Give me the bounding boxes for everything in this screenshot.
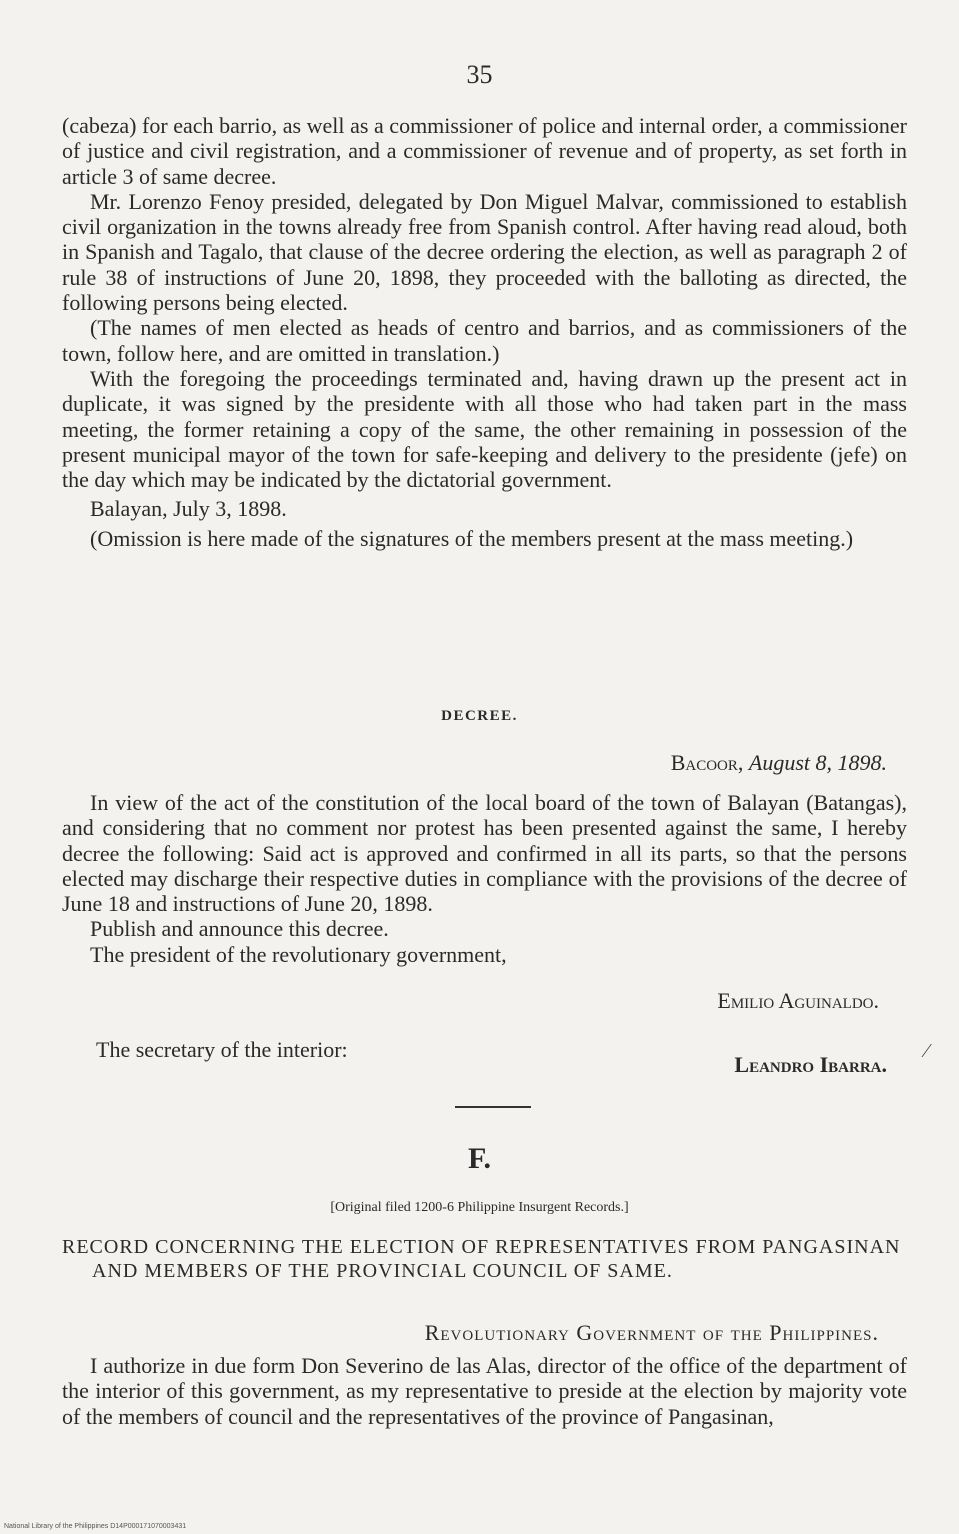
section-letter: F. [467,1142,492,1175]
decree-heading: DECREE. [441,708,518,724]
section-divider [455,1106,531,1108]
paragraph-cabeza: (cabeza) for each barrio, as well as a commissioner of police and internal order, a commissioner of justice and civil registration, and a commissioner of revenue and of property, as set forth in article 3 of same decree. [62,113,907,189]
place-date: Balayan, July 3, 1898. [90,496,287,522]
publish-line: Publish and announce this decree. [90,916,389,942]
government-heading: Revolutionary Government of the Philippines. [424,1320,879,1345]
decree-date: August 8, 1898. [748,750,887,775]
authorization-text [62,1353,907,1429]
page-number: 35 [466,60,493,89]
omission-note: (Omission is here made of the signatures of the members present at the mass meeting.) [90,525,854,551]
record-heading: RECORD CONCERNING THE ELECTION OF REPRESENTATIVES FROM PANGASINAN AND MEMBERS OF THE PROVINCIAL COUNCIL OF SAME. [62,1236,901,1282]
secretary-line: The secretary of the interior: [96,1037,348,1062]
paragraph-proceedings: With the foregoing the proceedings terminated and, having drawn up the present act in duplicate, it was signed by the presidente with all those who had taken part in the mass meeting, the former retaining a copy of the same, the other remaining in possession of the present municipal mayor of the town for safe-keeping and delivery to the presidente (jefe) on the day which may be indicated by the dictatorial government. [62,365,907,493]
president-line: The president of the revolutionary government, [90,941,507,967]
decree-dateline [671,750,887,776]
paragraph-names-omitted: (The names of men elected as heads of centro and barrios, and as commissioners of the town, follow here, and are omitted in translation.) [62,315,907,366]
signature-aguinaldo: Emilio Aguinaldo. [717,988,879,1013]
signature-ibarra: Leandro Ibarra. [734,1052,887,1077]
paragraph-fenoy: Mr. Lorenzo Fenoy presided, delegated by Don Miguel Malvar, commissioned to establish civil organization in the towns already free from Spanish control. After having read aloud, both in Spanish and Tagalo, that clause of the decree ordering the election, as well as paragraph 2 of rule 38 of instructions of June 20, 1898, they proceeded with the balloting as directed, the following persons being elected. [62,188,907,316]
decree-text [62,790,907,967]
original-filed-note: [Original filed 1200-6 Philippine Insurgent Records.] [330,1200,629,1215]
decree-place: Bacoor, [670,750,744,775]
body-text-top [62,113,907,551]
decree-body: In view of the act of the constitution of the local board of the town of Balayan (Batangas), and considering that no comment nor protest has been presented against the same, I hereby decree the following: Said act is approved and confirmed in all its parts, so that the persons elected may discharge their respective duties in compliance with the provisions of the decree of June 18 and instructions of June 20, 1898. [62,790,907,917]
authorize-paragraph: I authorize in due form Don Severino de las Alas, director of the office of the department of the interior of this government, as my representative to preside at the election by majority vote of the members of council and the representatives of the province of Pangasinan, [62,1353,907,1429]
archive-footer: National Library of the Philippines D14P000171070003431 [4,1523,187,1530]
margin-mark: ⁄ [925,1040,929,1062]
